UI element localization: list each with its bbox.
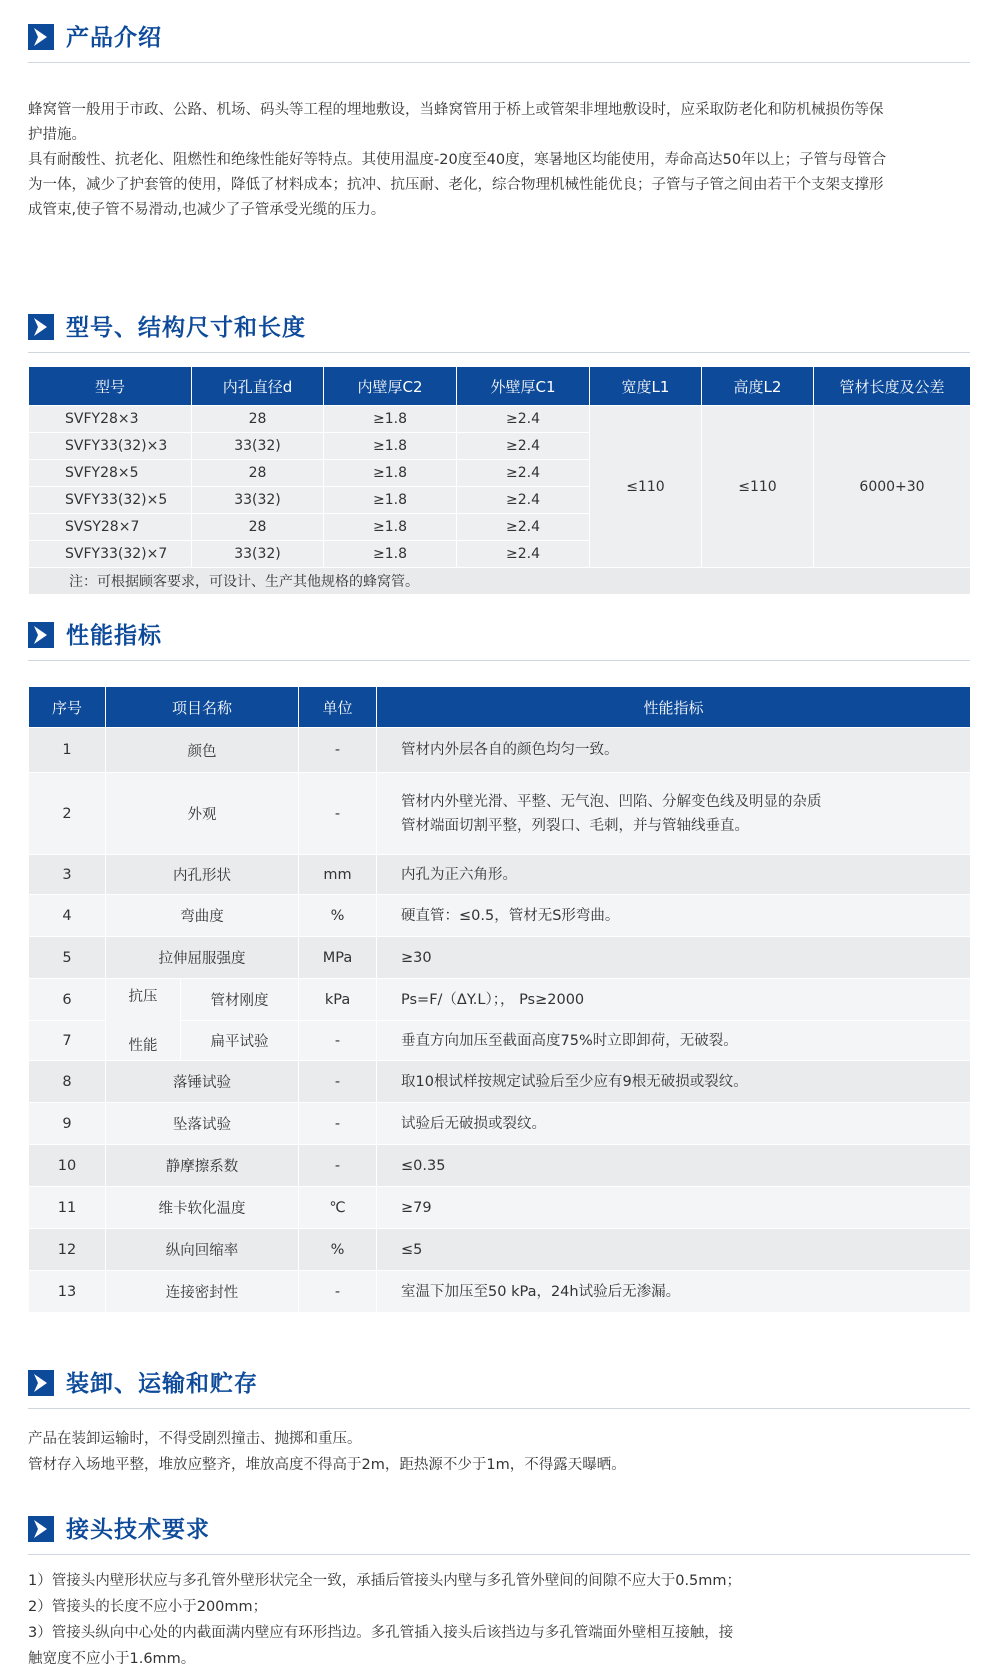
cell-inner-wall: ≥1.8 bbox=[324, 487, 457, 514]
section-title: 装卸、运输和贮存 bbox=[66, 1371, 258, 1397]
cell-name: 管材刚度 bbox=[181, 979, 299, 1021]
cell-diameter: 28 bbox=[192, 514, 324, 541]
cell-group bbox=[106, 979, 181, 1061]
section-header-performance bbox=[28, 620, 970, 661]
cell-model: SVFY28×5 bbox=[29, 460, 192, 487]
spec-line: 室温下加压至50 kPa，24h试验后无渗漏。 bbox=[401, 1283, 681, 1300]
table-row bbox=[29, 1187, 971, 1229]
cell-spec bbox=[377, 1271, 971, 1313]
cell-spec bbox=[377, 937, 971, 979]
cell-no: 8 bbox=[29, 1061, 106, 1103]
section-title: 型号、结构尺寸和长度 bbox=[66, 315, 306, 341]
performance-table bbox=[28, 686, 971, 1313]
cell-diameter: 33(32) bbox=[192, 541, 324, 568]
cell-unit: - bbox=[299, 1145, 377, 1187]
cell-name: 扁平试验 bbox=[181, 1021, 299, 1061]
table-header-row bbox=[29, 687, 971, 728]
cell-name: 内孔形状 bbox=[106, 855, 299, 895]
cell-diameter: 33(32) bbox=[192, 487, 324, 514]
table-row bbox=[29, 1061, 971, 1103]
cell-unit: - bbox=[299, 1103, 377, 1145]
intro-line: 蜂窝管一般用于市政、公路、机场、码头等工程的埋地敷设，当蜂窝管用于桥上或管架非埋地敷设时，应采取防老化和防机械损伤等保 bbox=[28, 102, 884, 118]
section-title: 产品介绍 bbox=[66, 25, 162, 51]
cell-name: 连接密封性 bbox=[106, 1271, 299, 1313]
cell-outer-wall: ≥2.4 bbox=[457, 541, 590, 568]
cell-model: SVFY28×3 bbox=[29, 406, 192, 433]
table-note: 注：可根据顾客要求，可设计、生产其他规格的蜂窝管。 bbox=[29, 568, 971, 595]
col-header: 外壁厚C1 bbox=[457, 367, 590, 406]
cell-inner-wall: ≥1.8 bbox=[324, 541, 457, 568]
group-label: 性能 bbox=[128, 1037, 158, 1054]
table-row bbox=[29, 1229, 971, 1271]
cell-name: 弯曲度 bbox=[106, 895, 299, 937]
cell-name: 颜色 bbox=[106, 728, 299, 773]
col-header: 项目名称 bbox=[106, 687, 299, 728]
arrow-right-icon bbox=[28, 314, 54, 340]
cell-unit: kPa bbox=[299, 979, 377, 1021]
cell-name: 纵向回缩率 bbox=[106, 1229, 299, 1271]
intro-text bbox=[28, 98, 978, 223]
spec-line: Ps=F/（ΔY.L）；， Ps≥2000 bbox=[401, 991, 585, 1008]
cell-diameter: 28 bbox=[192, 406, 324, 433]
arrow-right-icon bbox=[28, 1370, 54, 1396]
section-header-joint bbox=[28, 1514, 970, 1555]
cell-no: 7 bbox=[29, 1021, 106, 1061]
col-header: 内壁厚C2 bbox=[324, 367, 457, 406]
section-title: 接头技术要求 bbox=[66, 1517, 210, 1543]
cell-model: SVFY33(32)×5 bbox=[29, 487, 192, 514]
cell-name: 拉伸屈服强度 bbox=[106, 937, 299, 979]
handling-line: 产品在装卸运输时，不得受剧烈撞击、抛掷和重压。 bbox=[28, 1431, 362, 1447]
spec-line: ≤0.35 bbox=[401, 1157, 446, 1174]
joint-line: 3）管接头纵向中心处的内截面满内壁应有环形挡边。多孔管插入接头后该挡边与多孔管端面外壁相互接触，接 bbox=[28, 1625, 734, 1641]
cell-diameter: 28 bbox=[192, 460, 324, 487]
col-header: 管材长度及公差 bbox=[814, 367, 971, 406]
cell-unit: ℃ bbox=[299, 1187, 377, 1229]
cell-outer-wall: ≥2.4 bbox=[457, 487, 590, 514]
table-header-row bbox=[29, 367, 971, 406]
cell-name: 静摩擦系数 bbox=[106, 1145, 299, 1187]
cell-spec bbox=[377, 728, 971, 773]
col-header: 单位 bbox=[299, 687, 377, 728]
cell-length: 6000+30 bbox=[814, 406, 971, 568]
cell-no: 13 bbox=[29, 1271, 106, 1313]
cell-inner-wall: ≥1.8 bbox=[324, 460, 457, 487]
cell-name: 落锤试验 bbox=[106, 1061, 299, 1103]
cell-spec bbox=[377, 855, 971, 895]
table-row bbox=[29, 979, 971, 1021]
cell-no: 4 bbox=[29, 895, 106, 937]
cell-outer-wall: ≥2.4 bbox=[457, 406, 590, 433]
cell-no: 5 bbox=[29, 937, 106, 979]
cell-name: 维卡软化温度 bbox=[106, 1187, 299, 1229]
cell-outer-wall: ≥2.4 bbox=[457, 460, 590, 487]
table-row bbox=[29, 406, 971, 433]
cell-diameter: 33(32) bbox=[192, 433, 324, 460]
cell-no: 11 bbox=[29, 1187, 106, 1229]
table-row bbox=[29, 1271, 971, 1313]
cell-spec bbox=[377, 1145, 971, 1187]
table-row bbox=[29, 937, 971, 979]
cell-unit: MPa bbox=[299, 937, 377, 979]
handling-text bbox=[28, 1426, 978, 1478]
cell-height: ≤110 bbox=[702, 406, 814, 568]
spec-line: ≥79 bbox=[401, 1199, 432, 1216]
spec-line: 垂直方向加压至截面高度75%时立即卸荷，无破裂。 bbox=[401, 1032, 738, 1049]
section-header-models bbox=[28, 312, 970, 353]
handling-line: 管材存入场地平整，堆放应整齐，堆放高度不得高于2m，距热源不少于1m，不得露天曝晒。 bbox=[28, 1457, 626, 1473]
col-header: 高度L2 bbox=[702, 367, 814, 406]
arrow-right-icon bbox=[28, 622, 54, 648]
cell-spec bbox=[377, 773, 971, 855]
cell-model: SVSY28×7 bbox=[29, 514, 192, 541]
section-header-intro bbox=[28, 22, 970, 63]
spec-line: 管材端面切割平整，列裂口、毛刺，并与管轴线垂直。 bbox=[401, 817, 750, 834]
arrow-right-icon bbox=[28, 1516, 54, 1542]
cell-no: 3 bbox=[29, 855, 106, 895]
cell-spec bbox=[377, 979, 971, 1021]
table-row bbox=[29, 1103, 971, 1145]
spec-line: 硬直管：≤0.5，管材无S形弯曲。 bbox=[401, 907, 620, 924]
cell-unit: - bbox=[299, 1061, 377, 1103]
joint-text bbox=[28, 1568, 978, 1672]
intro-line: 成管束,使子管不易滑动,也减少了子管承受光缆的压力。 bbox=[28, 202, 386, 218]
section-header-handling bbox=[28, 1368, 970, 1409]
table-row bbox=[29, 1145, 971, 1187]
table-note-row bbox=[29, 568, 971, 595]
cell-outer-wall: ≥2.4 bbox=[457, 514, 590, 541]
table-row bbox=[29, 855, 971, 895]
cell-spec bbox=[377, 1187, 971, 1229]
col-header: 内孔直径d bbox=[192, 367, 324, 406]
intro-line: 为一体，减少了护套管的使用，降低了材料成本；抗冲、抗压耐、老化，综合物理机械性能优良；子管与子管之间由若干个支架支撑形 bbox=[28, 177, 884, 193]
cell-no: 12 bbox=[29, 1229, 106, 1271]
joint-line: 触宽度不应小于1.6mm。 bbox=[28, 1651, 196, 1667]
intro-line: 护措施。 bbox=[28, 127, 86, 143]
intro-line: 具有耐酸性、抗老化、阻燃性和绝缘性能好等特点。其使用温度-20度至40度，寒暑地区均能使用，寿命高达50年以上；子管与母管合 bbox=[28, 152, 887, 168]
col-header: 宽度L1 bbox=[590, 367, 702, 406]
cell-spec bbox=[377, 1103, 971, 1145]
cell-model: SVFY33(32)×7 bbox=[29, 541, 192, 568]
col-header: 性能指标 bbox=[377, 687, 971, 728]
cell-spec bbox=[377, 1021, 971, 1061]
joint-line: 1）管接头内壁形状应与多孔管外壁形状完全一致，承插后管接头内壁与多孔管外壁间的间隙不应大于0.5mm； bbox=[28, 1573, 742, 1589]
cell-no: 1 bbox=[29, 728, 106, 773]
cell-spec bbox=[377, 895, 971, 937]
cell-unit: - bbox=[299, 1021, 377, 1061]
cell-name: 坠落试验 bbox=[106, 1103, 299, 1145]
col-header: 序号 bbox=[29, 687, 106, 728]
spec-line: 取10根试样按规定试验后至少应有9根无破损或裂纹。 bbox=[401, 1073, 748, 1090]
cell-no: 6 bbox=[29, 979, 106, 1021]
cell-no: 9 bbox=[29, 1103, 106, 1145]
table-row bbox=[29, 728, 971, 773]
cell-unit: - bbox=[299, 773, 377, 855]
col-header: 型号 bbox=[29, 367, 192, 406]
group-label: 抗压 bbox=[128, 988, 158, 1005]
cell-unit: % bbox=[299, 1229, 377, 1271]
models-table bbox=[28, 366, 971, 595]
cell-model: SVFY33(32)×3 bbox=[29, 433, 192, 460]
cell-inner-wall: ≥1.8 bbox=[324, 433, 457, 460]
cell-inner-wall: ≥1.8 bbox=[324, 514, 457, 541]
arrow-right-icon bbox=[28, 24, 54, 50]
spec-line: ≤5 bbox=[401, 1241, 423, 1258]
cell-spec bbox=[377, 1229, 971, 1271]
cell-inner-wall: ≥1.8 bbox=[324, 406, 457, 433]
section-title: 性能指标 bbox=[66, 623, 162, 649]
table-row bbox=[29, 895, 971, 937]
cell-no: 2 bbox=[29, 773, 106, 855]
joint-line: 2）管接头的长度不应小于200mm； bbox=[28, 1599, 268, 1615]
spec-line: 试验后无破损或裂纹。 bbox=[401, 1115, 547, 1132]
cell-unit: - bbox=[299, 1271, 377, 1313]
table-row bbox=[29, 773, 971, 855]
cell-unit: % bbox=[299, 895, 377, 937]
spec-line: 内孔为正六角形。 bbox=[401, 866, 518, 883]
cell-name: 外观 bbox=[106, 773, 299, 855]
spec-line: 管材内外层各自的颜色均匀一致。 bbox=[401, 742, 619, 758]
spec-line: 管材内外壁光滑、平整、无气泡、凹陷、分解变色线及明显的杂质 bbox=[401, 793, 822, 810]
cell-no: 10 bbox=[29, 1145, 106, 1187]
cell-unit: - bbox=[299, 728, 377, 773]
spec-line: ≥30 bbox=[401, 949, 432, 966]
cell-spec bbox=[377, 1061, 971, 1103]
cell-width: ≤110 bbox=[590, 406, 702, 568]
cell-outer-wall: ≥2.4 bbox=[457, 433, 590, 460]
cell-unit: mm bbox=[299, 855, 377, 895]
